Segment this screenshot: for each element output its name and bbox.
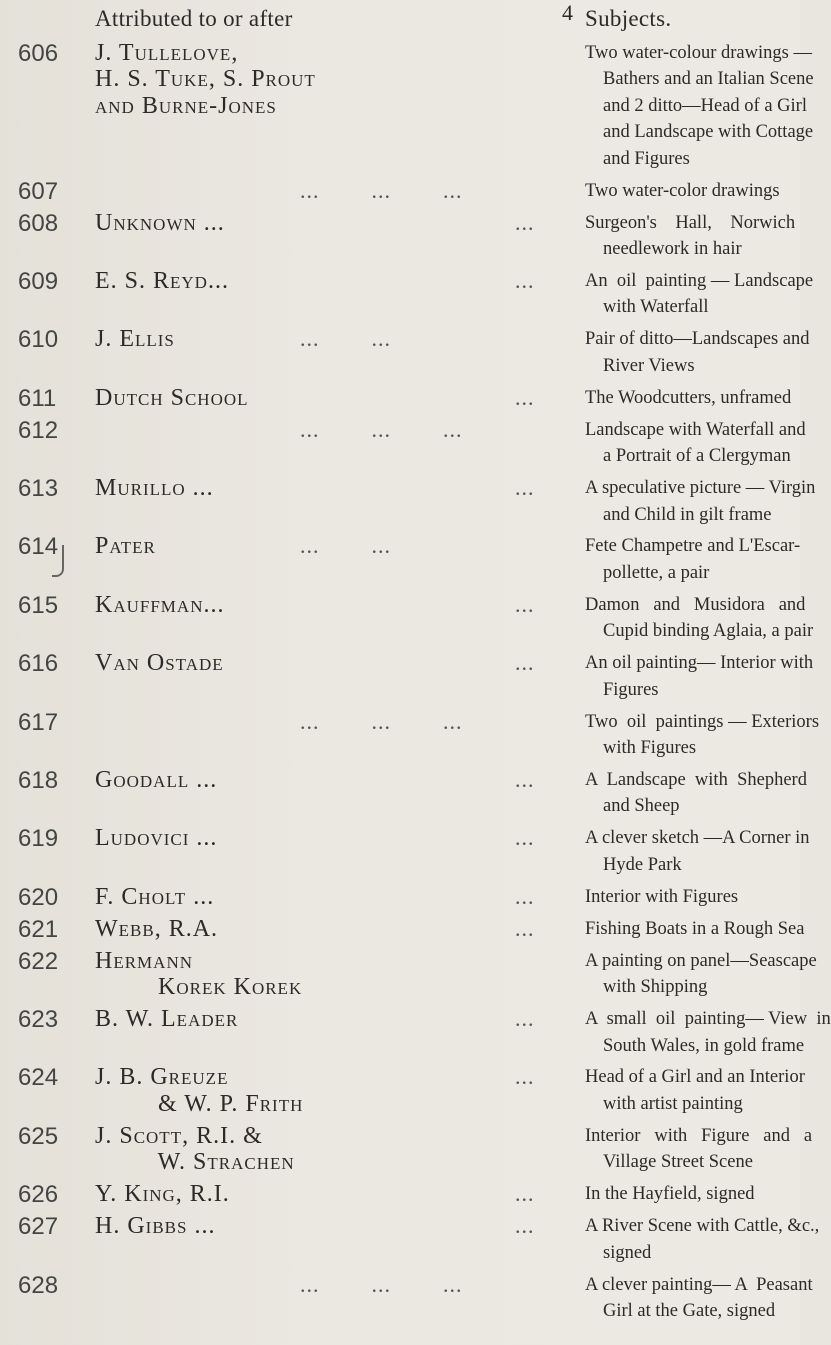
leader-dots: ... — [515, 591, 535, 617]
lot-number: 614 — [18, 533, 59, 561]
subject-line: Fete Champetre and L'Escar- — [585, 536, 801, 557]
lot-subject — [585, 385, 795, 411]
subject-line: An oil painting — Landscape — [585, 270, 814, 291]
artist-line: H. Gibbs ... — [95, 1213, 216, 1240]
lot-artist — [95, 825, 535, 851]
subject-line: Two water-colour drawings — — [585, 43, 812, 63]
leader-dots: ... — [515, 650, 535, 676]
lot-number: 619 — [18, 825, 59, 853]
artist-line: Hermann — [95, 947, 194, 974]
subject-line: Bathers and an Italian Scene — [603, 69, 814, 90]
lot-artist — [95, 916, 535, 942]
artist-line: Van Ostade — [95, 650, 224, 677]
lot-number: 606 — [18, 40, 59, 67]
subject-line: Village Street Scene — [603, 1152, 753, 1173]
leader-dots: ... ... — [300, 326, 391, 352]
subject-line: A River Scene with Cattle, &c., — [585, 1216, 820, 1237]
lot-subject — [585, 650, 814, 703]
artist-line: E. S. Reyd... — [95, 267, 229, 294]
leader-dots: ... — [515, 825, 535, 851]
subject-line: An oil painting— Interior with — [585, 653, 814, 674]
subject-line: with Waterfall — [603, 297, 709, 318]
leader-dots: ... — [515, 915, 535, 941]
lot-artist — [95, 1006, 535, 1032]
artist-line: B. W. Leader — [95, 1006, 239, 1033]
lot-subject — [585, 592, 814, 645]
subject-line: A Landscape with Shepherd — [585, 770, 807, 790]
subject-line: a Portrait of a Clergyman — [603, 446, 791, 467]
artist-line: Murillo ... — [95, 475, 214, 502]
leader-dots: ... — [515, 1064, 535, 1090]
subject-line: Pair of ditto—Landscapes and — [585, 329, 810, 350]
column-header-subjects: Subjects. — [585, 6, 672, 31]
lot-subject — [585, 767, 807, 820]
subject-line: Hyde Park — [603, 854, 682, 875]
leader-dots: ... — [515, 1181, 535, 1207]
lot-artist — [95, 592, 535, 618]
lot-number: 608 — [18, 209, 59, 237]
lot-number: 615 — [18, 591, 59, 619]
lot-artist — [95, 268, 535, 294]
subject-line: Two water-color drawings — [585, 180, 780, 201]
lot-subject — [585, 326, 810, 379]
artist-line: & W. P. Frith — [95, 1090, 304, 1117]
subject-line: The Woodcutters, unframed — [585, 387, 792, 408]
leader-dots: ... ... ... — [300, 416, 463, 442]
artist-line: Pater — [95, 533, 156, 560]
artist-line: J. Scott, R.I. & — [95, 1122, 263, 1149]
lot-number: 624 — [18, 1064, 59, 1092]
subject-line: Cupid binding Aglaia, a pair — [603, 621, 814, 642]
artist-line: Korek Korek — [95, 974, 303, 1001]
artist-line: Y. King, R.I. — [95, 1181, 230, 1208]
lot-subject — [585, 210, 795, 263]
lot-number: 623 — [18, 1006, 59, 1034]
leader-dots: ... — [515, 767, 535, 792]
lot-subject — [585, 1123, 813, 1176]
lot-number: 625 — [18, 1122, 59, 1150]
artist-line: Ludovici ... — [95, 825, 218, 852]
lot-subject — [585, 709, 820, 762]
lot-artist — [95, 1064, 535, 1117]
subject-line: Landscape with Waterfall and — [585, 419, 806, 440]
subject-line: Damon and Musidora and — [585, 594, 806, 615]
artist-line: J. Tullelove, — [95, 40, 239, 66]
lot-number: 627 — [18, 1213, 59, 1241]
subject-line: Figures — [603, 679, 659, 700]
lot-number: 626 — [18, 1181, 59, 1209]
subject-line: and Child in gilt frame — [603, 504, 772, 525]
artist-line: Unknown ... — [95, 209, 225, 236]
subject-line: Head of a Girl and an Interior — [585, 1067, 805, 1088]
subject-line: River Views — [603, 355, 695, 376]
leader-dots: ... ... ... — [300, 1271, 463, 1297]
lot-subject — [585, 268, 814, 321]
lot-artist — [95, 1181, 535, 1207]
leader-dots: ... ... ... — [300, 177, 463, 203]
subject-line: Interior with Figure and a — [585, 1125, 813, 1146]
lot-number: 617 — [18, 708, 59, 736]
subject-line: with Shipping — [603, 977, 708, 998]
lot-number: 618 — [18, 767, 59, 794]
subject-line: South Wales, in gold frame — [603, 1035, 805, 1056]
lot-subject — [585, 825, 810, 878]
lot-number: 616 — [18, 650, 59, 678]
lot-subject — [585, 948, 817, 1001]
subject-line: pollette, a pair — [603, 562, 710, 583]
lot-subject — [585, 533, 801, 586]
lot-artist — [95, 767, 535, 793]
lot-subject — [585, 884, 795, 910]
artist-line: Kauffman... — [95, 591, 225, 618]
subject-line: and Figures — [603, 148, 690, 169]
lot-subject — [585, 1272, 813, 1325]
lot-number: 628 — [18, 1271, 59, 1299]
subject-line: Girl at the Gate, signed — [603, 1301, 776, 1322]
artist-line: F. Cholt ... — [95, 883, 215, 910]
leader-dots: ... ... ... — [300, 708, 463, 734]
subject-line: with artist painting — [603, 1093, 743, 1114]
lot-subject — [585, 417, 806, 470]
subject-line: Two oil paintings — Exteriors — [585, 711, 820, 732]
subject-line: signed — [603, 1242, 652, 1263]
lot-number: 609 — [18, 267, 59, 295]
leader-dots: ... — [515, 267, 535, 293]
subject-line: Fishing Boats in a Rough Sea — [585, 918, 805, 939]
subject-line: Interior with Figures — [585, 886, 739, 907]
lot-subject — [585, 475, 816, 528]
leader-dots: ... — [515, 475, 535, 501]
lot-number: 611 — [18, 384, 57, 412]
subject-line: A small oil painting— View in — [585, 1009, 831, 1030]
lot-artist — [95, 650, 535, 676]
artist-line: Dutch School — [95, 384, 249, 411]
lot-number: 607 — [18, 177, 59, 205]
lot-artist — [95, 210, 535, 236]
artist-line: Goodall ... — [95, 767, 218, 793]
subject-line: and Sheep — [603, 796, 680, 817]
subject-line: and Landscape with Cottage — [603, 122, 814, 143]
artist-line: H. S. Tuke, S. Prout — [95, 66, 316, 93]
leader-dots: ... — [515, 384, 535, 410]
lot-number: 622 — [18, 947, 59, 975]
lot-artist — [95, 475, 535, 501]
leader-dots: ... — [515, 209, 535, 235]
lot-subject — [585, 1006, 831, 1059]
lot-subject — [585, 916, 805, 942]
lot-artist — [95, 385, 535, 411]
lot-number: 620 — [18, 883, 59, 911]
lot-artist — [95, 40, 535, 119]
leader-dots: ... — [515, 883, 535, 909]
lot-number: 612 — [18, 416, 59, 444]
leader-dots: ... ... — [300, 533, 391, 559]
page-number: 4 — [562, 0, 573, 25]
subject-line: Surgeon's Hall, Norwich — [585, 212, 796, 233]
leader-dots: ... — [515, 1006, 535, 1032]
lot-number: 621 — [18, 915, 59, 943]
subject-line: In the Hayfield, signed — [585, 1184, 755, 1205]
subject-line: A speculative picture — Virgin — [585, 478, 816, 499]
subject-line: with Figures — [603, 738, 697, 759]
subject-line: A clever sketch —A Corner in — [585, 828, 810, 849]
artist-line: J. Ellis — [95, 326, 175, 353]
lot-artist — [95, 1213, 535, 1239]
artist-line: W. Strachen — [95, 1149, 295, 1176]
subject-line: and 2 ditto—Head of a Girl — [603, 95, 807, 116]
lot-subject — [585, 1064, 805, 1117]
lot-artist — [95, 948, 535, 1001]
leader-dots: ... — [515, 1213, 535, 1239]
artist-line: J. B. Greuze — [95, 1064, 229, 1091]
subject-line: A clever painting— A Peasant — [585, 1274, 813, 1295]
column-header-attributed: Attributed to or after — [95, 6, 293, 31]
lot-artist — [95, 1123, 535, 1176]
lot-artist — [95, 884, 535, 910]
lot-number: 610 — [18, 326, 59, 354]
subject-line: A painting on panel—Seascape — [585, 950, 817, 971]
lot-subject — [585, 1181, 795, 1207]
lot-subject — [585, 1213, 820, 1266]
artist-line: Webb, R.A. — [95, 915, 219, 942]
lot-subject — [585, 178, 795, 204]
lot-subject — [585, 40, 814, 172]
lot-number: 613 — [18, 475, 59, 503]
subject-line: needlework in hair — [603, 238, 742, 259]
artist-line: and Burne-Jones — [95, 92, 277, 119]
